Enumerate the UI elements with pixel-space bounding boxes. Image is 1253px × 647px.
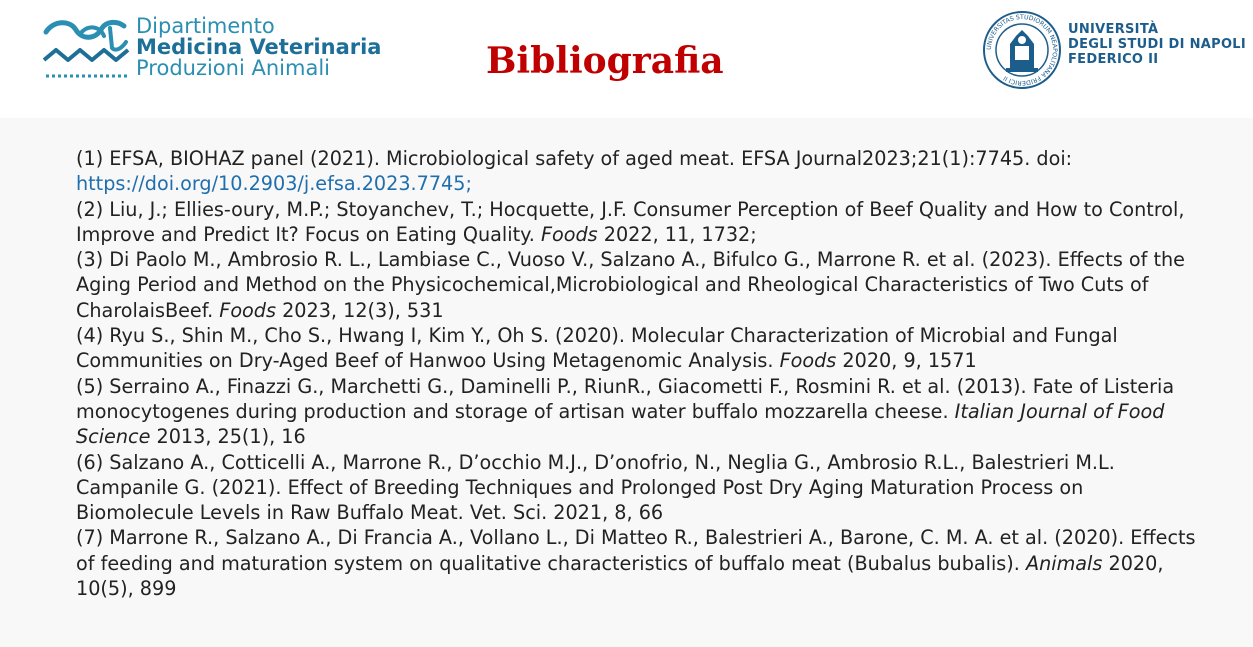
reference-text: (2) Liu, J.; Ellies-oury, M.P.; Stoyanchev, T.; Hocquette, J.F. Consumer Perception of Beef Quality and How to Control, Improve and Predict It? Focus on Eating Quality. bbox=[76, 197, 1185, 246]
reference-citation: 2020, 9, 1571 bbox=[836, 349, 977, 373]
department-logo-icon bbox=[40, 18, 132, 84]
department-logo-line3: Produzioni Animali bbox=[136, 56, 330, 80]
reference-text: (3) Di Paolo M., Ambrosio R. L., Lambiase C., Vuoso V., Salzano A., Bifulco G., Marrone R. et al. (2023). Effects of the Aging Period and Method on the Physicochemical,Microbiological and Rheological Characteristics of Two Cuts of CharolaisBeef. bbox=[76, 248, 1185, 322]
reference-citation: 2013, 25(1), 16 bbox=[150, 425, 306, 449]
reference-text: (6) Salzano A., Cotticelli A., Marrone R., D’occhio M.J., D’onofrio, N., Neglia G., Ambrosio R.L., Balestrieri M.L. Campanile G. (2021). Effect of Breeding Techniques and Prolonged Post Dry Aging Maturation Process on Biomolecule Levels in Raw Buffalo Meat. Vet. Sci. 2021, 8, 66 bbox=[76, 450, 1115, 525]
journal-name: Animals bbox=[1025, 551, 1103, 575]
reference-item bbox=[76, 146, 1206, 197]
reference-text: (4) Ryu S., Shin M., Cho S., Hwang I, Kim Y., Oh S. (2020). Molecular Characterization of Microbial and Fungal Communities on Dry-Aged Beef of Hanwoo Using Metagenomic Analysis. bbox=[76, 324, 1118, 373]
department-logo-line1: Dipartimento bbox=[136, 14, 275, 38]
reference-item bbox=[76, 247, 1206, 323]
reference-item bbox=[76, 450, 1206, 526]
reference-item bbox=[76, 197, 1206, 248]
slide-header bbox=[0, 0, 1253, 118]
journal-name: Foods bbox=[219, 298, 276, 322]
reference-citation: 2020, 10(5), 899 bbox=[76, 551, 1164, 601]
reference-list bbox=[76, 146, 1206, 601]
reference-item bbox=[76, 323, 1206, 374]
university-logo-line1: UNIVERSITÀ bbox=[1068, 22, 1159, 37]
reference-item bbox=[76, 374, 1206, 450]
journal-name: Foods bbox=[540, 222, 598, 246]
reference-citation: 2022, 11, 1732; bbox=[597, 222, 757, 246]
department-logo bbox=[40, 14, 382, 86]
university-logo-line3: FEDERICO II bbox=[1068, 52, 1159, 67]
journal-name: Italian Journal of Food Science bbox=[76, 399, 1165, 449]
reference-item bbox=[76, 525, 1206, 601]
page-title: Bibliografia bbox=[486, 40, 724, 82]
reference-citation: 2023, 12(3), 531 bbox=[275, 298, 444, 322]
university-logo bbox=[978, 8, 1247, 92]
university-seal-text: UNIVERSITAS STUDIORUM NEAPOLITANA FRIDERICI II bbox=[985, 13, 1059, 87]
university-seal-icon bbox=[982, 10, 1062, 90]
department-logo-line2: Medicina Veterinaria bbox=[136, 35, 382, 59]
doi-link[interactable]: https://doi.org/10.2903/j.efsa.2023.7745; bbox=[76, 172, 472, 196]
reference-text: (5) Serraino A., Finazzi G., Marchetti G., Daminelli P., RiunR., Giacometti F., Rosmini R. et al. (2013). Fate of Listeria monocytogenes during production and storage of artisan water buffalo mozzarella cheese. bbox=[76, 374, 1175, 423]
university-logo-line2: DEGLI STUDI DI NAPOLI bbox=[1068, 37, 1247, 52]
reference-text: (1) EFSA, BIOHAZ panel (2021). Microbiological safety of aged meat. EFSA Journal2023;21(1):7745. doi: bbox=[76, 147, 1073, 170]
reference-text: (7) Marrone R., Salzano A., Di Francia A., Vollano L., Di Matteo R., Balestrieri A., Barone, C. M. A. et al. (2020). Effects of feeding and maturation system on qualitative characteristics of buffalo meat (Bubalus bubalis). bbox=[76, 526, 1196, 575]
journal-name: Foods bbox=[779, 349, 837, 373]
